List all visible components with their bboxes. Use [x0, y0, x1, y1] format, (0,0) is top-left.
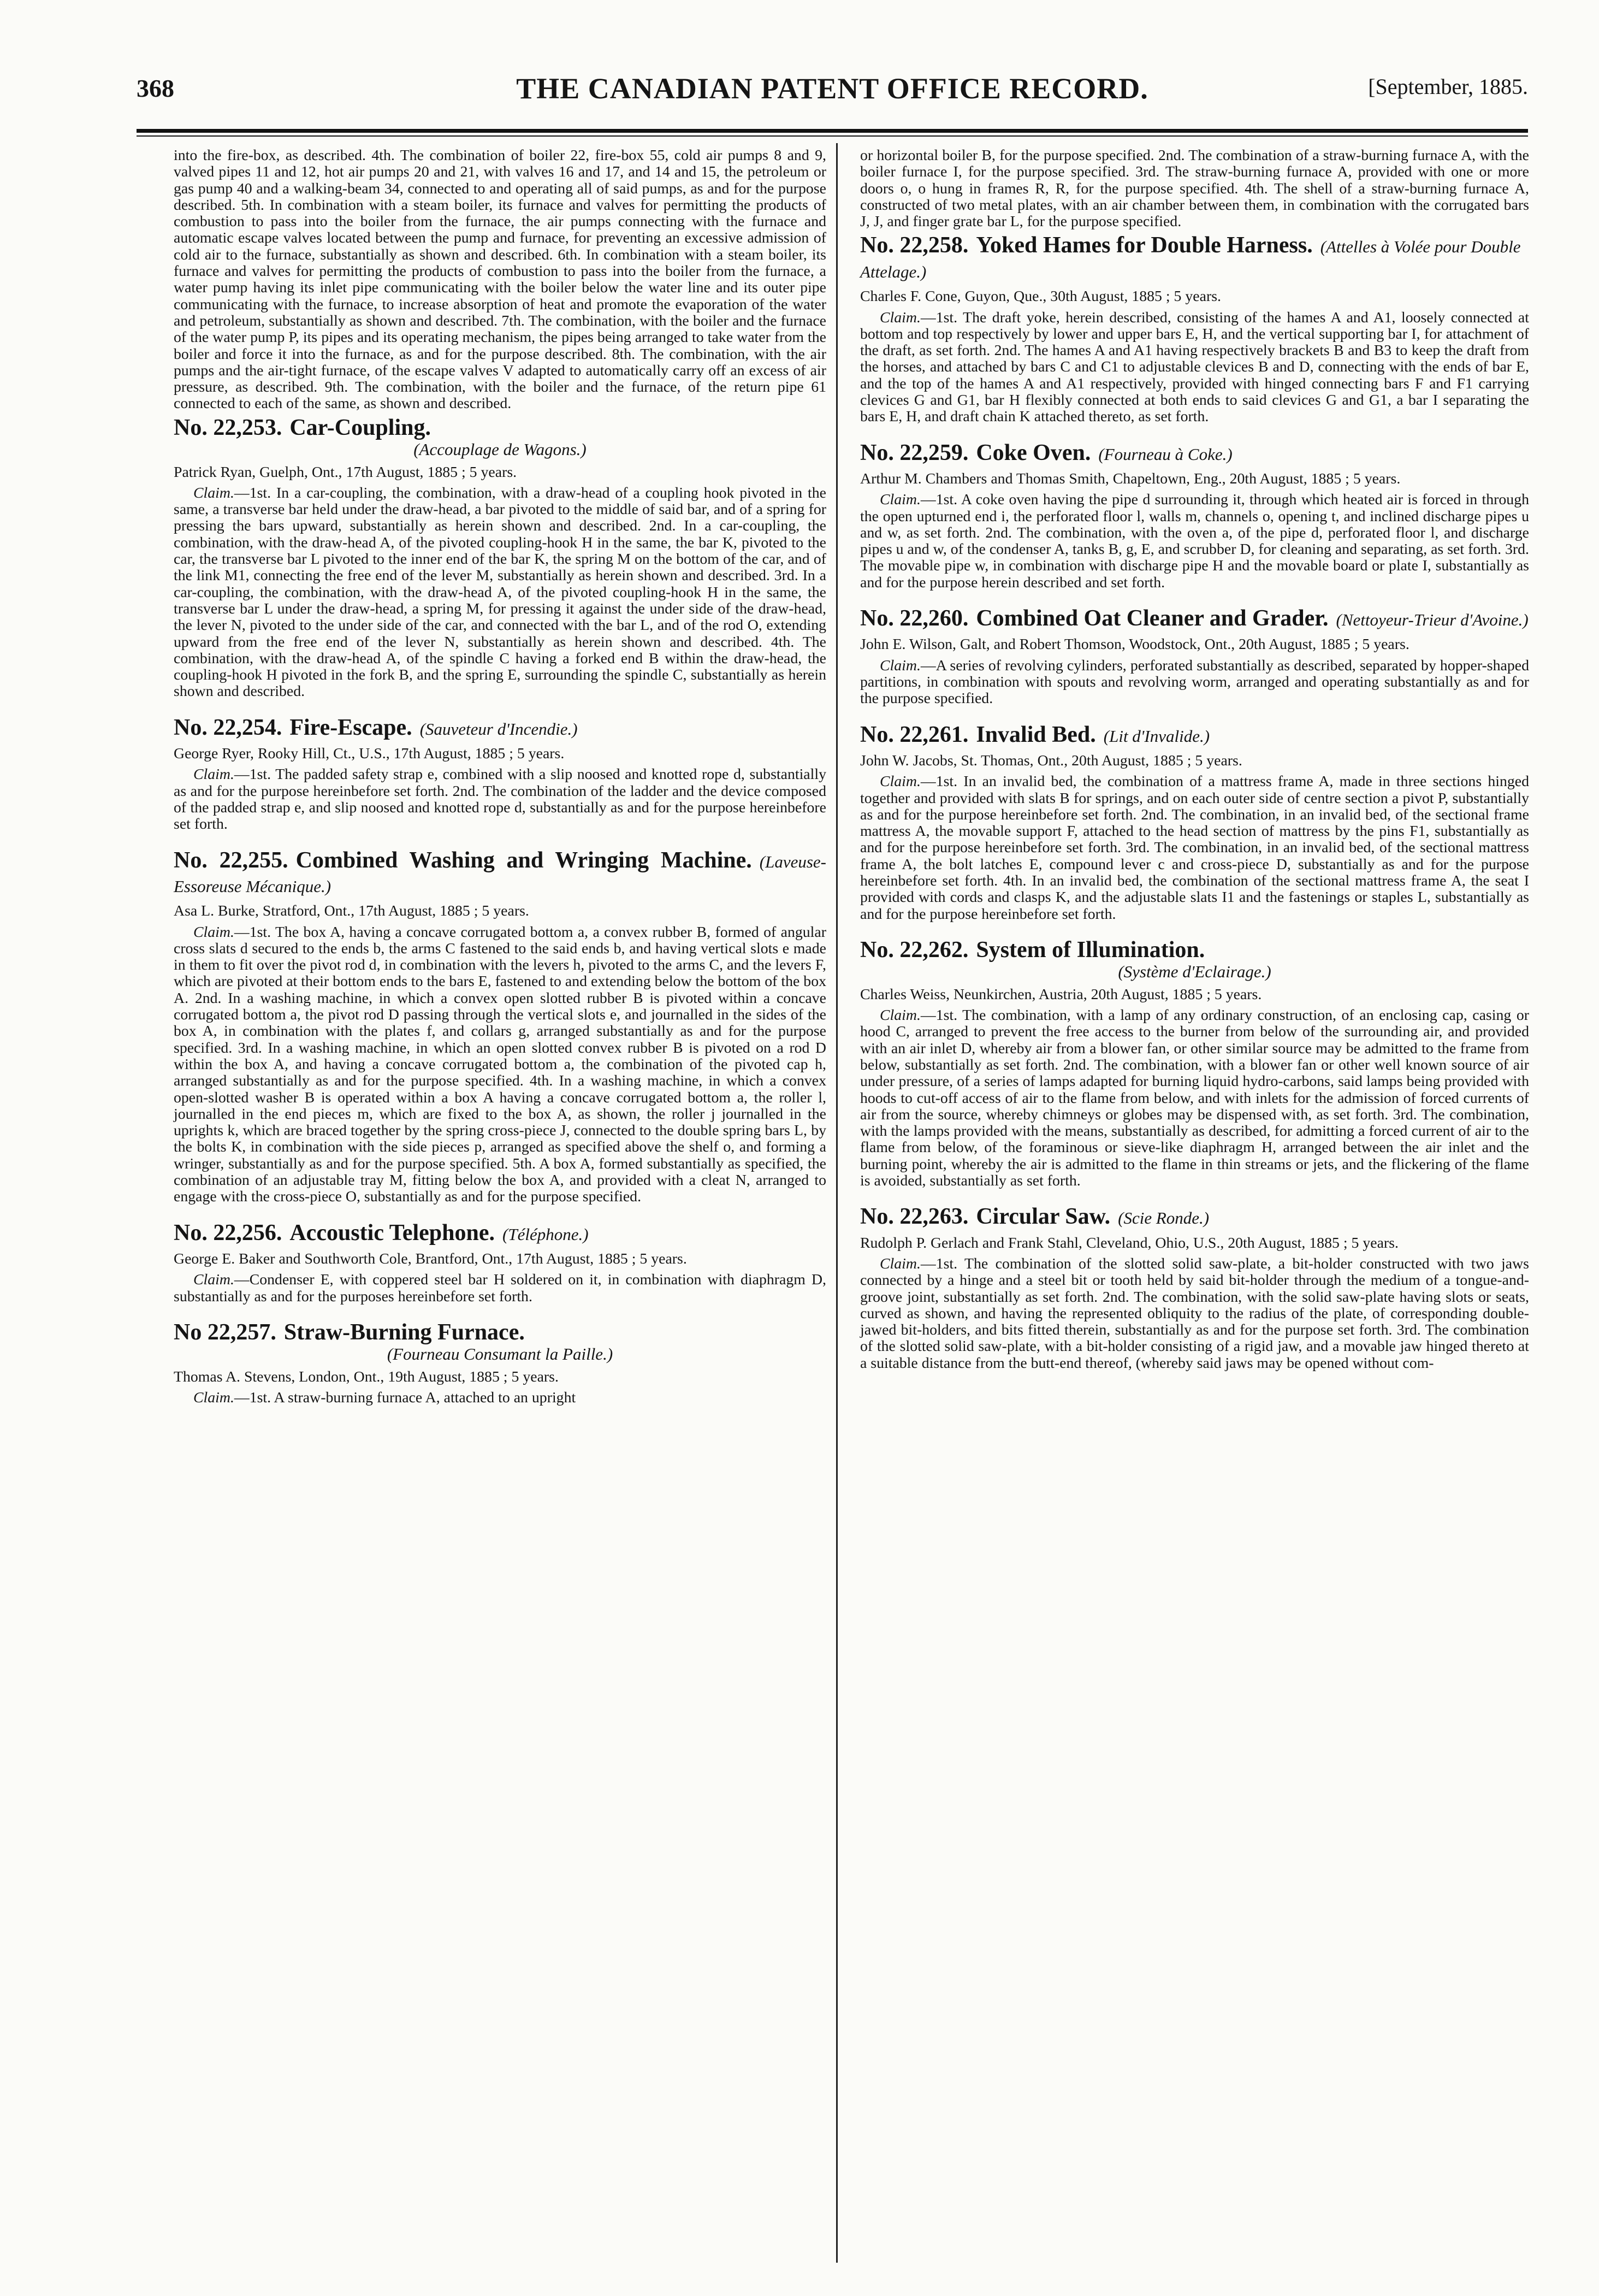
patent-entry-22256 — [174, 1221, 826, 1305]
patent-grantee: Charles F. Cone, Guyon, Que., 30th August, 1885 ; 5 years. — [860, 288, 1221, 305]
patent-claim — [860, 658, 1529, 707]
claim-label: Claim. — [880, 1255, 921, 1272]
patent-entry-22259 — [860, 441, 1529, 591]
patent-heading — [174, 1221, 826, 1246]
claim-text: —1st. The draft yoke, herein described, consisting of the hames A and A1, loosely connected at bottom and top respectively by lower and upper bars E, H, and the vertical supporting bar I, for attachment of the draft, as set forth. 2nd. The hames A and A1 having respectively brackets B and B3 to keep the draft from the horses, and attached by bars C and C1 to adjustable clevices B and D, connecting with the ends of bar E, and the top of the hames A and A1 respectively, provided with hinged connecting bars F and F1 carrying clevices G and G1, bar H flexibly connected at both ends to said clevices G and G1, a bar I separating the bars E, H, and draft chain K attached thereto, as set forth. — [860, 309, 1529, 426]
patent-number: No. 22,259. — [860, 440, 969, 465]
patent-number: No 22,257. — [174, 1319, 276, 1345]
patent-claim — [174, 766, 826, 833]
patent-claim — [860, 310, 1529, 426]
patent-number: No. 22,256. — [174, 1220, 282, 1246]
patent-title: Combined Oat Cleaner and Grader. — [976, 606, 1329, 631]
patent-grantee: John W. Jacobs, St. Thomas, Ont., 20th August, 1885 ; 5 years. — [860, 752, 1242, 769]
patent-entry-22262 — [860, 938, 1529, 1189]
patent-number: No. 22,261. — [860, 722, 969, 747]
claim-label: Claim. — [193, 923, 234, 941]
patent-french-title: (Scie Ronde.) — [1118, 1208, 1210, 1228]
patent-number: No. 22,253. — [174, 415, 282, 440]
patent-claim — [860, 774, 1529, 923]
patent-number: No. 22,254. — [174, 715, 282, 740]
patent-french-title: (Nettoyeur-Trieur d'Avoine.) — [1336, 610, 1529, 630]
right-column — [860, 147, 1529, 1387]
column-divider — [836, 143, 838, 2263]
patent-heading — [174, 416, 826, 459]
running-head — [137, 74, 1528, 117]
patent-heading — [860, 1205, 1529, 1229]
patent-grantee: Thomas A. Stevens, London, Ont., 19th August, 1885 ; 5 years. — [174, 1368, 559, 1385]
patent-heading — [860, 938, 1529, 981]
continued-claim-text: into the fire-box, as described. 4th. The combination of boiler 22, fire-box 55, cold air pumps 8 and 9, valved pipes 11 and 12, hot air pumps 20 and 21, with valves 16 and 17, and 14 and 15, the petroleum or gas pump 40 and a walking-beam 34, connected to and operating all of said pumps, as and for the purpose described. 5th. In combination with a steam boiler, its furnace and valves for permitting the products of combustion to pass into the boiler from the furnace, the air pumps connecting with the furnace and automatic escape valves located between the pump and furnace, for preventing an excessive admission of cold air to the furnace, substantially as shown and described. 6th. In combination with a steam boiler, its furnace and valves for permitting the products of combustion to pass into the boiler from the furnace, a water pump having its inlet pipe communicating with the boiler below the water line and its outer pipe communicating with the furnace, to increase absorption of heat and promote the evaporation of the water and petroleum, substantially as shown and described. 7th. The combination, with the boiler and the furnace of the water pump P, its pipes and its operating mechanism, the pipes being arranged to take water from the boiler and force it into the furnace, as and for the purpose described. 8th. The combination, with the air pumps and the air-tight furnace, of the escape valves V adapted to automatically carry off an excess of air pressure, as described. 9th. The combination, with the boiler and the furnace, of the return pipe 61 connected to each of the same, as shown and described. — [174, 147, 826, 412]
patent-heading — [860, 606, 1529, 631]
claim-label: Claim. — [880, 657, 921, 674]
patent-number: No. 22,258. — [860, 233, 969, 258]
patent-french-title: (Lit d'Invalide.) — [1103, 726, 1210, 746]
claim-text: —1st. The box A, having a concave corrugated bottom a, a convex rubber B, formed of angular cross slats d secured to the ends b, the arms C fastened to the said ends b, and having vertical slots e made in them to fit over the pivot rod d, in combination with the levers h, pivoted to the arms C, and the levers F, which are pivoted at their bottom ends to the bars E, fastened to and extending below the bottom of the box A. 2nd. In a washing machine, in which a convex open slotted rubber B is pivoted within a concave corrugated bottom a, the pivot rod D passing through the vertical slots e, and journalled in the sides of the box A, in combination with the plates f, and collars g, arranged substantially as and for the purpose specified. 3rd. In a washing machine, in which an open slotted convex rubber B is pivoted on a rod D within the box A, and having a concave corrugated bottom a, the combination of the pivoted cap h, arranged substantially as and for the purpose specified. 4th. In a washing machine, in which a convex open-slotted washer B is operated within a box A having a concave corrugated bottom a, the roller l, journalled in the end pieces m, which are fixed to the box A, as shown, the roller j journalled in the uprights k, which are braced together by the spring cross-piece J, connected to the double spring bars L, by the bolts K, in combination with the side pieces p, arranged as specified above the shelf o, and forming a wringer, substantially as and for the purpose specified. 5th. A box A, formed substantially as specified, the combination of an adjustable tray M, fitting below the box A, and provided with a cleat N, arranged to engage with the cross-piece O, substantially as and for the purpose specified. — [174, 923, 826, 1206]
patent-number: No. 22,262. — [860, 937, 969, 963]
journal-title: THE CANADIAN PATENT OFFICE RECORD. — [516, 72, 1148, 105]
claim-text: —1st. In an invalid bed, the combination of a mattress frame A, made in three sections hinged together and provided with slats B for springs, and on each outer side of centre section a pivot P, substantially as and for the purpose hereinbefore set forth. 2nd. The combination, in an invalid bed, of the sectional frame mattress A, the movable support F, attached to the head section of mattress by the pins F1, substantially as and for the purpose hereinbefore set forth. 3rd. The combination, in an invalid bed, of the sectional mattress frame A, the bolt latches E, compound lever c and cross-piece D, substantially as and for the purpose hereinbefore set forth. 4th. In an invalid bed, the combination of the sectional mattress frame A, the seat I provided with cords and clasps K, and the adjustable slats I1 and the fastenings or staples L, substantially as and for the purpose hereinbefore set forth. — [860, 773, 1529, 923]
patent-claim — [174, 924, 826, 1206]
patent-entry-22257 — [174, 1320, 826, 1406]
patent-entry-22254 — [174, 716, 826, 833]
patent-grantee: Asa L. Burke, Stratford, Ont., 17th August, 1885 ; 5 years. — [174, 902, 529, 920]
left-column — [174, 147, 826, 1421]
patent-title: Circular Saw. — [976, 1204, 1111, 1230]
patent-entry-22253 — [174, 416, 826, 700]
patent-title: Coke Oven. — [976, 440, 1091, 465]
patent-heading — [860, 441, 1529, 465]
patent-grantee: Rudolph P. Gerlach and Frank Stahl, Cleveland, Ohio, U.S., 20th August, 1885 ; 5 years. — [860, 1234, 1399, 1252]
patent-title: Straw-Burning Furnace. — [283, 1319, 525, 1345]
patent-entry-22260 — [860, 606, 1529, 707]
patent-entry-22258 — [860, 233, 1529, 425]
header-rule — [137, 129, 1528, 137]
patent-number: No. 22,255. — [174, 847, 288, 873]
patent-claim — [174, 485, 826, 700]
patent-title: Car-Coupling. — [289, 415, 431, 440]
patent-french-title: (Fourneau à Coke.) — [1098, 444, 1233, 464]
claim-text: —1st. A coke oven having the pipe d surrounding it, through which heated air is forced in through the open upturned end i, the perforated floor l, walls m, channels o, opening t, and inclined discharge pipes u and w, as set forth. 2nd. The combination, with the oven a, of the pipe d, perforated floor l, and discharge pipes u and w, of the condenser A, tanks B, g, E, and scrubber D, for cleaning and separating, as set forth. 3rd. The movable pipe w, in combination with discharge pipe H and the movable board or plate I, substantially as and for the purpose herein described and set forth. — [860, 491, 1529, 591]
claim-text: —1st. In a car-coupling, the combination, with a draw-head of a coupling hook pivoted in the same, a transverse bar held under the draw-head, a bar pivoted to the middle of said bar, and of a spring for pressing the bars upward, substantially as herein shown and described. 2nd. In a car-coupling, the combination, with the draw-head A, of the pivoted coupling-hook H in the same, the bar K, pivoted to the car, the transverse bar L pivoted to the inner end of the bar K, the spring M on the bottom of the car, and of the link M1, connecting the free end of the lever M, substantially as herein shown and described. 3rd. In a car-coupling, the combination, with the draw-head A, of the pivoted coupling-hook H in the same, the transverse bar L under the draw-head, a spring M, for pressing it against the under side of the draw-head, the lever N, pivoted to the under side of the car, and connected with the bar L, and of the rod O, extending upward from the free end of the lever N, substantially as herein shown and described. 4th. The combination, with the draw-head A, of the spindle C having a forked end B within the draw-head, the coupling-hook H pivoted in the fork B, and the spring E, surrounding the spindle C, substantially as herein shown and described. — [174, 484, 826, 700]
patent-title: Fire-Escape. — [289, 715, 412, 740]
patent-grantee: George Ryer, Rooky Hill, Ct., U.S., 17th August, 1885 ; 5 years. — [174, 745, 565, 763]
patent-grantee: George E. Baker and Southworth Cole, Brantford, Ont., 17th August, 1885 ; 5 years. — [174, 1250, 687, 1267]
patent-french-title: (Sauveteur d'Incendie.) — [419, 719, 578, 739]
claim-label: Claim. — [193, 484, 234, 501]
claim-text: —1st. The combination of the slotted solid saw-plate, a bit-holder constructed with two jaws connected by a hinge and a steel bit or tooth held by said bit-holder through the medium of a tongue-and-groove joint, substantially as set forth. 2nd. The combination, with the solid saw-plate having slots or seats, curved as shown, and having the represented obliquity to the radius of the plate, of corresponding double-jawed bit-holders, and bits fitted therein, substantially as and for the purpose set forth. 3rd. The combination of the slotted solid saw-plate, with a bit-holder consisting of a rigid jaw, and a movable jaw hinged thereto at a suitable distance from the butt-end thereof, (whereby said jaws may be opened without com- — [860, 1255, 1529, 1372]
patent-heading — [174, 848, 826, 898]
patent-claim — [860, 492, 1529, 591]
patent-entry-22263 — [860, 1205, 1529, 1372]
claim-label: Claim. — [880, 309, 921, 326]
claim-text: —1st. The combination, with a lamp of any ordinary construction, of an enclosing cap, casing or hood C, arranged to prevent the free access to the burner from below of the surrounding air, and provided with an air inlet D, whereby air from a blower fan, or other similar source may be admitted to the frame from below, substantially as set forth. 2nd. The combination, with a blower fan or other well known source of air under pressure, of a series of lamps adapted for burning liquid hydro-carbons, said lamps being provided with hoods to cut-off access of air to the flame from below, and with inlets for the admission of forced currents of air from the source, whereby chimneys or globes may be dispensed with, as set forth. 3rd. The combination, with the lamps provided with the means, substantially as described, for admitting a forced current of air to the flame from below, of the foraminous or sieve-like diaphragm H, arranged between the air inlet and the burning point, whereby the air is admitted to the flame in thin streams or jets, and the flickering of the flame is avoided, substantially as set forth. — [860, 1007, 1529, 1189]
patent-heading — [174, 1320, 826, 1364]
patent-french-title: (Attelles à Volée pour Double Attelage.) — [860, 237, 1521, 281]
claim-label: Claim. — [193, 1389, 234, 1407]
claim-label: Claim. — [880, 773, 921, 790]
patent-title: Accoustic Telephone. — [289, 1220, 495, 1246]
patent-french-title: (Téléphone.) — [502, 1224, 589, 1244]
issue-date: [September, 1885. — [1368, 74, 1528, 99]
patent-entry-22261 — [860, 723, 1529, 923]
claim-text: —1st. The padded safety strap e, combined with a slip noosed and knotted rope d, substantially as and for the purpose hereinbefore set forth. 2nd. The combination of the ladder and the device composed of the padded strap e, and slip noosed and knotted rope d, substantially as and for the purpose hereinbefore set forth. — [174, 766, 826, 833]
patent-french-title: (Laveuse-Essoreuse Mécanique.) — [174, 852, 826, 896]
claim-text: —Condenser E, with coppered steel bar H soldered on it, in combination with diaphragm D, substantially as and for the purposes hereinbefore set forth. — [174, 1271, 826, 1305]
continued-claim-text: or horizontal boiler B, for the purpose specified. 2nd. The combination of a straw-burning furnace A, with the boiler furnace I, for the purpose specified. 3rd. The straw-burning furnace A, provided with one or more doors o, o hung in frames R, R, for the purpose specified. 4th. The shell of a straw-burning furnace A, constructed of two metal plates, with an air chamber between them, in combination with the corrugated bars J, J, and finger grate bar L, for the purpose specified. — [860, 147, 1529, 231]
patent-grantee: Patrick Ryan, Guelph, Ont., 17th August, 1885 ; 5 years. — [174, 463, 517, 481]
patent-claim — [860, 1007, 1529, 1189]
patent-title: Yoked Hames for Double Harness. — [976, 233, 1313, 258]
patent-title: System of Illumination. — [976, 937, 1205, 963]
patent-title: Combined Washing and Wringing Machine. — [295, 847, 752, 873]
patent-heading — [860, 723, 1529, 747]
page-number: 368 — [137, 74, 174, 102]
claim-label: Claim. — [880, 491, 921, 509]
claim-label: Claim. — [880, 1007, 921, 1024]
patent-french-title: (Système d'Eclairage.) — [1118, 962, 1271, 982]
patent-french-title: (Accouplage de Wagons.) — [413, 440, 587, 459]
patent-heading — [174, 716, 826, 740]
patent-claim — [174, 1272, 826, 1305]
patent-heading — [860, 233, 1529, 283]
patent-claim — [174, 1390, 826, 1406]
patent-number: No. 22,263. — [860, 1204, 969, 1230]
patent-entry-22255 — [174, 848, 826, 1206]
patent-grantee: Arthur M. Chambers and Thomas Smith, Chapeltown, Eng., 20th August, 1885 ; 5 years. — [860, 470, 1401, 487]
patent-french-title: (Fourneau Consumant la Paille.) — [387, 1344, 613, 1364]
claim-text: —A series of revolving cylinders, perforated substantially as described, separated by hopper-shaped partitions, in combination with spouts and revolving worm, arranged and operating substantially as and for the purpose specified. — [860, 657, 1529, 707]
claim-text: —1st. A straw-burning furnace A, attached to an upright — [234, 1389, 576, 1407]
patent-grantee: John E. Wilson, Galt, and Robert Thomson, Woodstock, Ont., 20th August, 1885 ; 5 years. — [860, 636, 1410, 653]
patent-claim — [860, 1256, 1529, 1372]
patent-number: No. 22,260. — [860, 606, 969, 631]
claim-label: Claim. — [193, 766, 234, 783]
patent-grantee: Charles Weiss, Neunkirchen, Austria, 20th August, 1885 ; 5 years. — [860, 985, 1262, 1003]
claim-label: Claim. — [193, 1271, 234, 1289]
patent-title: Invalid Bed. — [976, 722, 1096, 747]
